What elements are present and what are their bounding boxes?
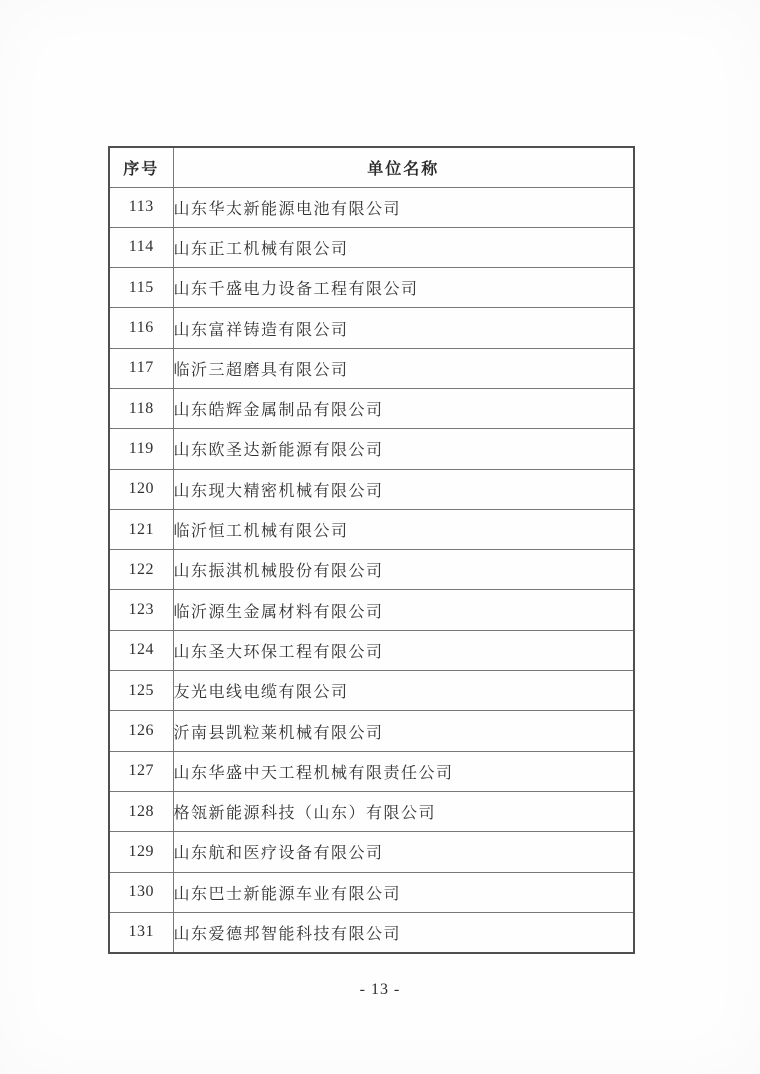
column-header-company-name: 单位名称 xyxy=(173,147,634,187)
company-name: 山东千盛电力设备工程有限公司 xyxy=(173,268,634,308)
row-index: 113 xyxy=(109,187,173,227)
table-row xyxy=(109,429,634,469)
row-index: 124 xyxy=(109,630,173,670)
row-index: 122 xyxy=(109,550,173,590)
row-index: 123 xyxy=(109,590,173,630)
company-name: 山东欧圣达新能源有限公司 xyxy=(173,429,634,469)
table-row xyxy=(109,227,634,267)
row-index: 117 xyxy=(109,348,173,388)
table-row xyxy=(109,268,634,308)
company-name: 山东航和医疗设备有限公司 xyxy=(173,832,634,872)
table-row xyxy=(109,308,634,348)
company-name: 山东华盛中天工程机械有限责任公司 xyxy=(173,751,634,791)
company-name: 山东华太新能源电池有限公司 xyxy=(173,187,634,227)
table-row xyxy=(109,469,634,509)
company-name: 山东巴士新能源车业有限公司 xyxy=(173,872,634,912)
company-name: 临沂源生金属材料有限公司 xyxy=(173,590,634,630)
company-name: 山东正工机械有限公司 xyxy=(173,227,634,267)
table-row xyxy=(109,751,634,791)
table-row xyxy=(109,671,634,711)
row-index: 128 xyxy=(109,791,173,831)
row-index: 116 xyxy=(109,308,173,348)
table-header-row xyxy=(109,147,634,187)
row-index: 125 xyxy=(109,671,173,711)
row-index: 118 xyxy=(109,388,173,428)
table-row xyxy=(109,711,634,751)
company-name: 山东现大精密机械有限公司 xyxy=(173,469,634,509)
table-row xyxy=(109,630,634,670)
row-index: 121 xyxy=(109,509,173,549)
company-name: 临沂三超磨具有限公司 xyxy=(173,348,634,388)
row-index: 115 xyxy=(109,268,173,308)
table-row xyxy=(109,187,634,227)
row-index: 129 xyxy=(109,832,173,872)
row-index: 130 xyxy=(109,872,173,912)
table-row xyxy=(109,590,634,630)
table-row xyxy=(109,872,634,912)
page-number: - 13 - xyxy=(359,981,401,998)
row-index: 119 xyxy=(109,429,173,469)
row-index: 127 xyxy=(109,751,173,791)
company-name: 格瓴新能源科技（山东）有限公司 xyxy=(173,791,634,831)
company-name: 友光电线电缆有限公司 xyxy=(173,671,634,711)
company-name: 山东皓辉金属制品有限公司 xyxy=(173,388,634,428)
table-row xyxy=(109,912,634,952)
row-index: 126 xyxy=(109,711,173,751)
table-row xyxy=(109,832,634,872)
table-row xyxy=(109,348,634,388)
company-name: 临沂恒工机械有限公司 xyxy=(173,509,634,549)
company-name: 山东爱德邦智能科技有限公司 xyxy=(173,912,634,952)
row-index: 120 xyxy=(109,469,173,509)
table-body xyxy=(109,187,634,953)
company-name: 沂南县凯粒莱机械有限公司 xyxy=(173,711,634,751)
table-row xyxy=(109,509,634,549)
company-list-table xyxy=(108,146,635,954)
table-row xyxy=(109,550,634,590)
table-row xyxy=(109,388,634,428)
row-index: 131 xyxy=(109,912,173,952)
company-name: 山东振淇机械股份有限公司 xyxy=(173,550,634,590)
company-name: 山东圣大环保工程有限公司 xyxy=(173,630,634,670)
company-name: 山东富祥铸造有限公司 xyxy=(173,308,634,348)
column-header-index: 序号 xyxy=(109,147,173,187)
row-index: 114 xyxy=(109,227,173,267)
table-row xyxy=(109,791,634,831)
